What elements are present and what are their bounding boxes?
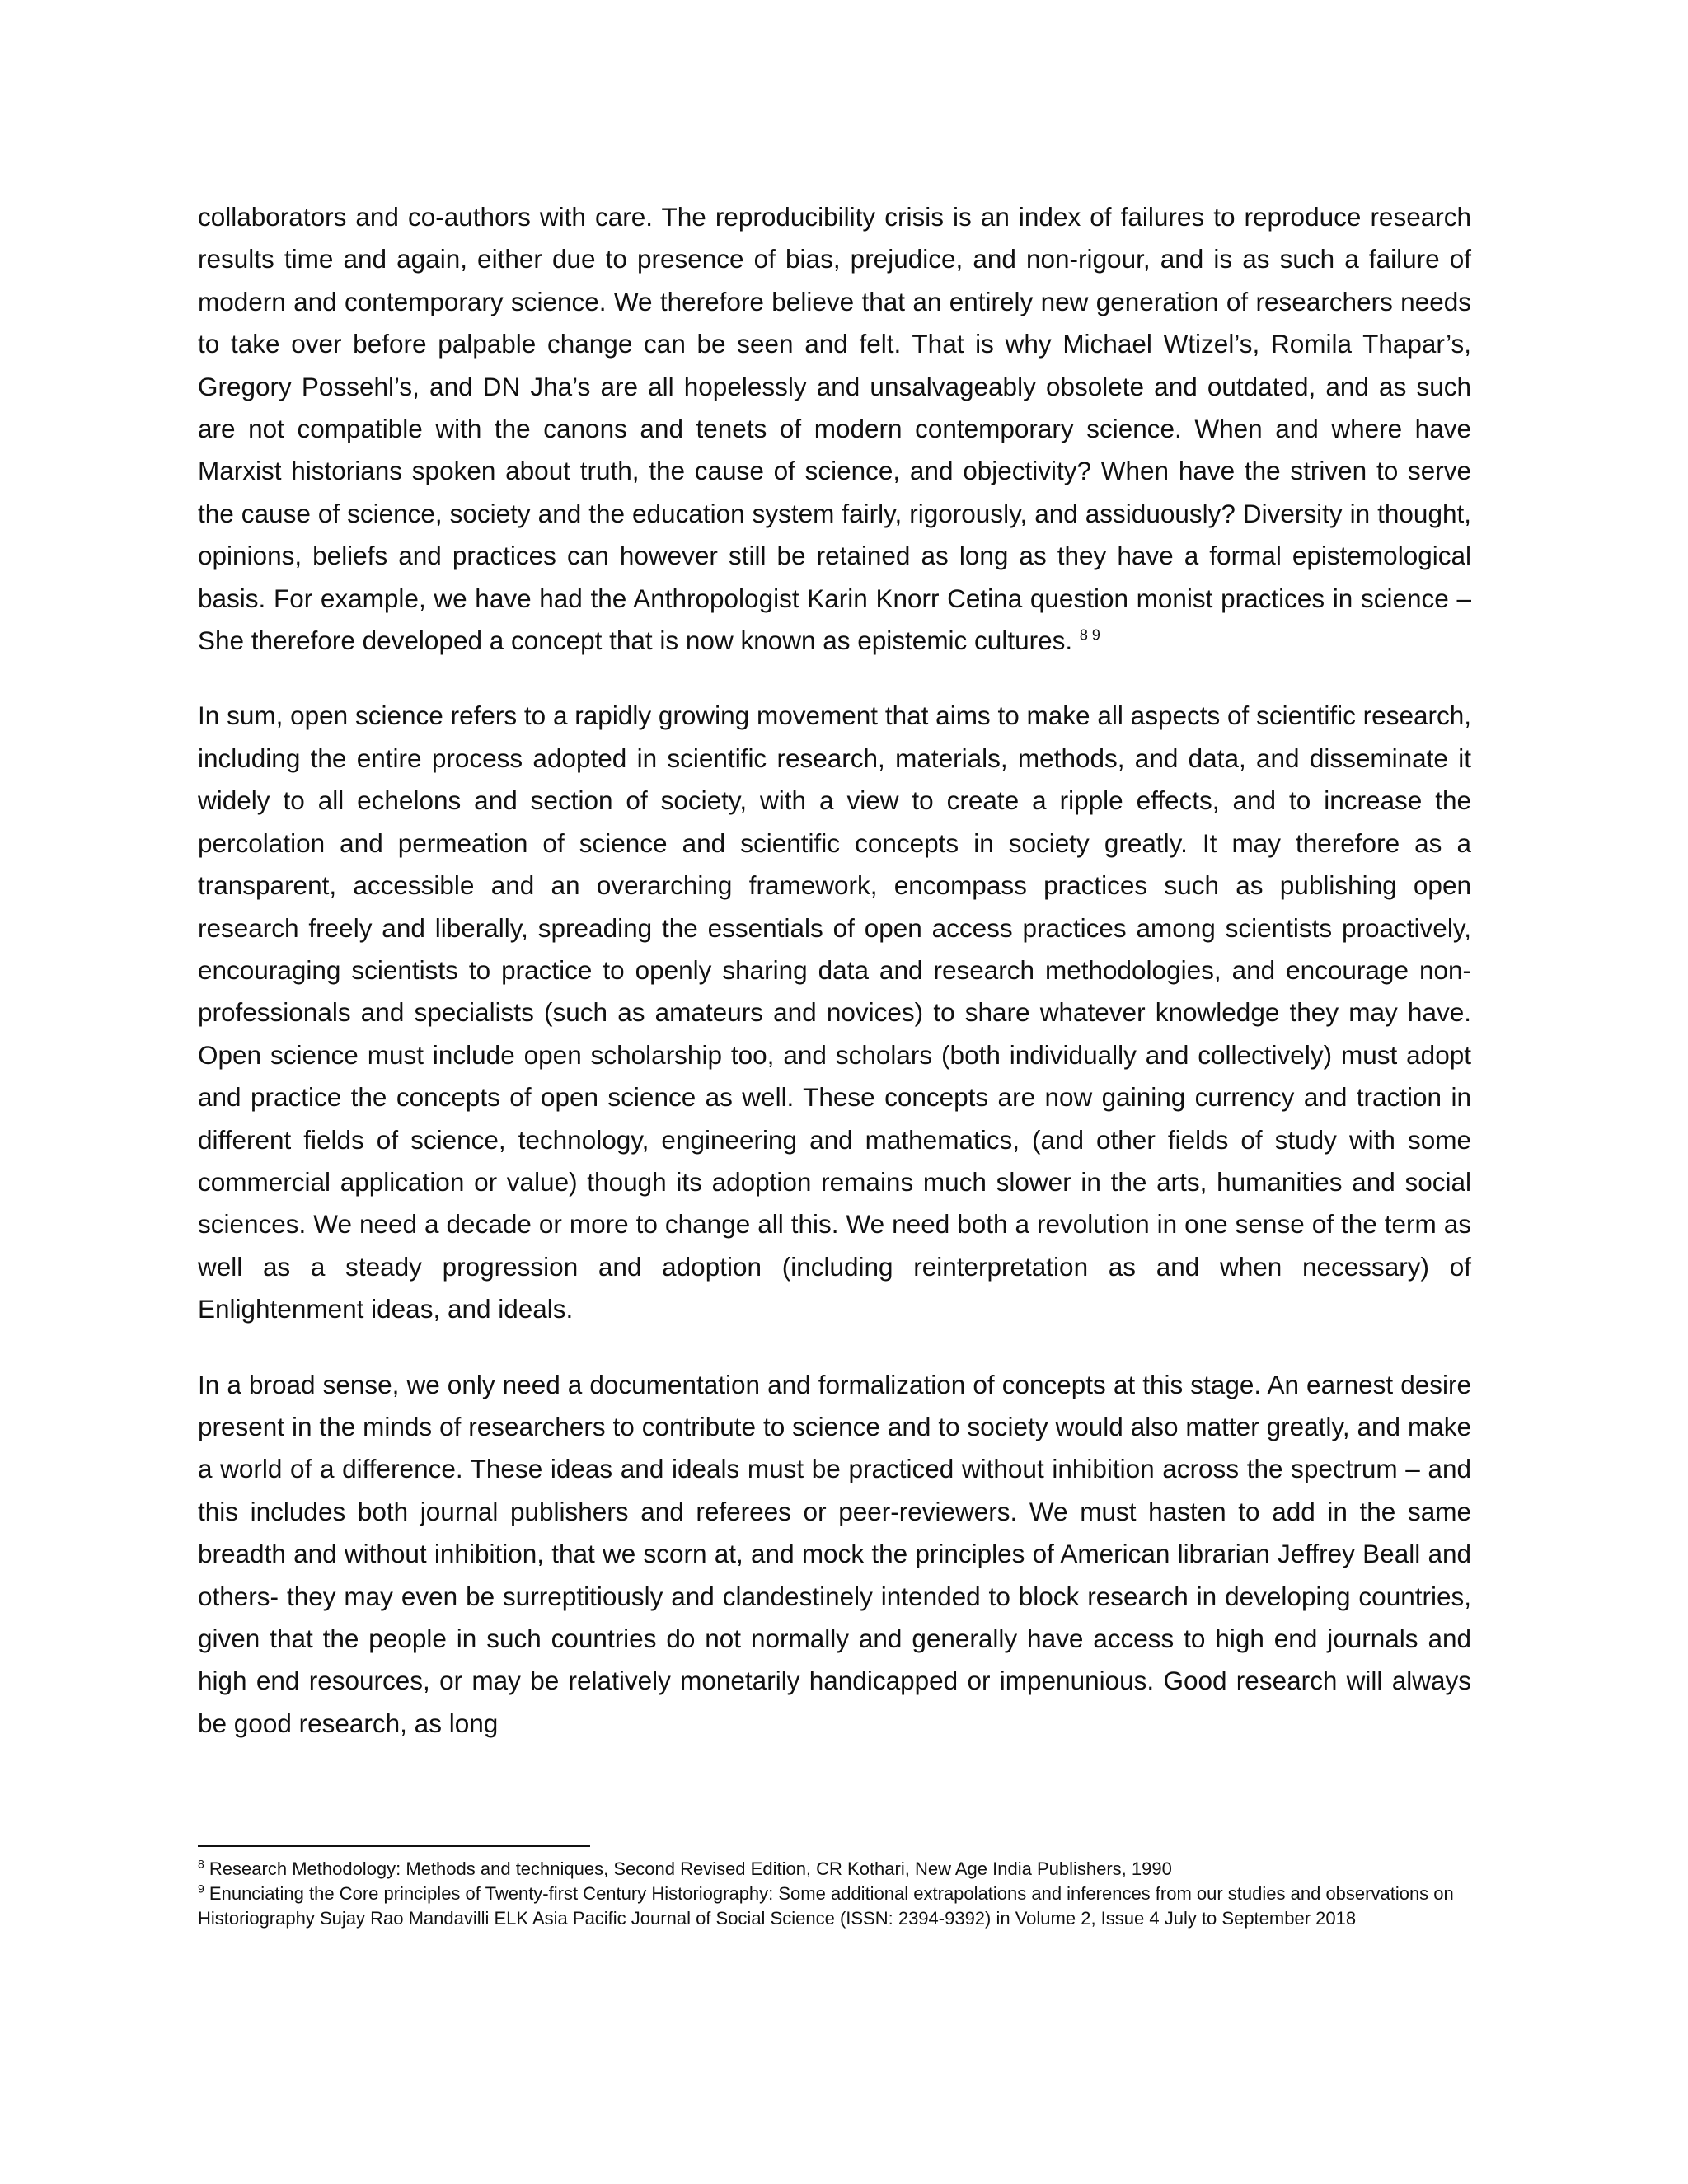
footnote-mark: 8	[198, 1857, 204, 1871]
paragraph: In sum, open science refers to a rapidly growing movement that aims to make all aspects of scientific research, including the entire process adopted in scientific research, materials, methods, and data, and disseminate it widely to all echelons and section of society, with a view to create a ripple effects, and to increase the percolation and permeation of science and scientific concepts in society greatly. It may therefore as a transparent, accessible and an overarching framework, encompass practices such as publishing open research freely and liberally, spreading the essentials of open access practices among scientists proactively, encouraging scientists to practice to openly sharing data and research methodologies, and encourage non-professionals and specialists (such as amateurs and novices) to share whatever knowledge they may have. Open science must include open scholarship too, and scholars (both individually and collectively) must adopt and practice the concepts of open science as well. These concepts are now gaining currency and traction in different fields of science, technology, engineering and mathematics, (and other fields of study with some commercial application or value) though its adoption remains much slower in the arts, humanities and social sciences. We need a decade or more to change all this. We need both a revolution in one sense of the term as well as a steady progression and adoption (including reinterpretation as and when necessary) of Enlightenment ideas, and ideals.	[198, 701, 1471, 1324]
footnote-reference[interactable]: 8 9	[1079, 626, 1100, 644]
footnote-8	[198, 1857, 1471, 1882]
footnote-mark: 9	[198, 1882, 204, 1896]
paragraph	[198, 196, 1471, 662]
footnote-separator	[198, 1845, 590, 1847]
footnote-text: Enunciating the Core principles of Twenty-first Century Historiography: Some additional extrapolations and inferences from our studies and observations on Historiography Sujay Rao Mandavilli ELK Asia Pacific Journal of Social Science (ISSN: 2394-9392) in Volume 2, Issue 4 July to September 2018	[198, 1883, 1454, 1929]
footnotes	[198, 1857, 1471, 1931]
document-body	[198, 196, 1471, 1778]
footnote-9	[198, 1882, 1471, 1931]
paragraph: In a broad sense, we only need a documentation and formalization of concepts at this stage. An earnest desire present in the minds of researchers to contribute to science and to society would also matter greatly, and make a world of a difference. These ideas and ideals must be practiced without inhibition across the spectrum – and this includes both journal publishers and referees or peer-reviewers. We must hasten to add in the same breadth and without inhibition, that we scorn at, and mock the principles of American librarian Jeffrey Beall and others- they may even be surreptitiously and clandestinely intended to block research in developing countries, given that the people in such countries do not normally and generally have access to high end journals and high end resources, or may be relatively monetarily handicapped or impenunious. Good research will always be good research, as long	[198, 1369, 1471, 1738]
paragraph-text: collaborators and co-authors with care. The reproducibility crisis is an index of failures to reproduce research results time and again, either due to presence of bias, prejudice, and non-rigour, and is as such a failure of modern and contemporary science. We therefore believe that an entirely new generation of researchers needs to take over before palpable change can be seen and felt. That is why Michael Wtizel’s, Romila Thapar’s, Gregory Possehl’s, and DN Jha’s are all hopelessly and unsalvageably obsolete and outdated, and as such are not compatible with the canons and tenets of modern contemporary science. When and where have Marxist historians spoken about truth, the cause of science, and objectivity? When have the striven to serve the cause of science, society and the education system fairly, rigorously, and assiduously? Diversity in thought, opinions, beliefs and practices can however still be retained as long as they have a formal epistemological basis. For example, we have had the Anthropologist Karin Knorr Cetina question monist practices in science – She therefore developed a concept that is now known as epistemic cultures.	[198, 202, 1471, 656]
footnote-text: Research Methodology: Methods and techniques, Second Revised Edition, CR Kothari, New Age India Publishers, 1990	[209, 1858, 1172, 1879]
